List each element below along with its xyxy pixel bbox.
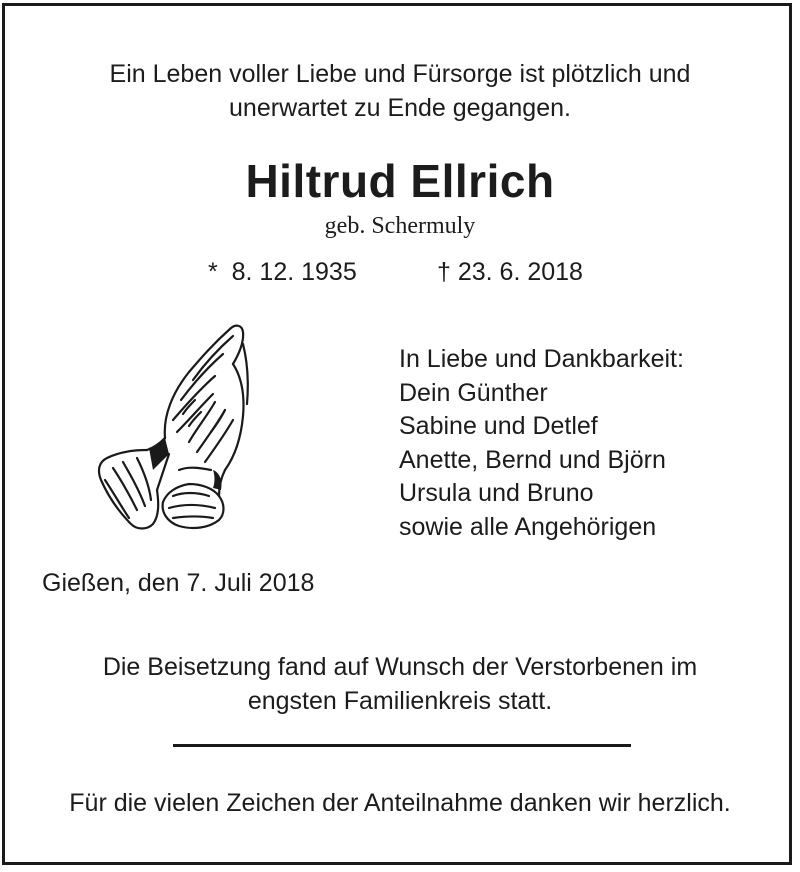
funeral-note: [5, 650, 795, 718]
mourner-name: sowie alle Angehörigen: [399, 512, 657, 541]
intro-line-1: Ein Leben voller Liebe und Fürsorge ist plötzlich und: [109, 60, 691, 88]
mourner-name: Dein Günther: [399, 378, 548, 407]
funeral-note-line-1: Die Beisetzung fand auf Wunsch der Verstorbenen im: [102, 653, 698, 681]
mourner-name: Sabine und Detlef: [399, 412, 598, 440]
praying-hands-icon: [93, 320, 253, 532]
thanks-text: Für die vielen Zeichen der Anteilnahme danken wir herzlich.: [69, 789, 731, 817]
mourner-name: Ursula und Bruno: [399, 479, 594, 507]
mourner-name: Anette, Bernd und Björn: [399, 445, 666, 474]
intro-text: [5, 57, 795, 125]
funeral-note-line-2: engsten Familienkreis statt.: [247, 687, 553, 715]
obituary-notice: [2, 3, 792, 865]
mourners-heading: In Liebe und Dankbarkeit:: [399, 345, 684, 373]
mourners-list: [399, 343, 684, 544]
birth-date: * 8. 12. 1935: [208, 258, 357, 286]
intro-line-2: unerwartet zu Ende gegangen.: [229, 94, 571, 122]
deceased-name: Hiltrud Ellrich: [245, 155, 555, 207]
divider-line: [173, 744, 631, 747]
death-date: † 23. 6. 2018: [437, 258, 583, 286]
maiden-name: geb. Schermuly: [324, 213, 476, 239]
place-and-date: Gießen, den 7. Juli 2018: [42, 569, 315, 597]
